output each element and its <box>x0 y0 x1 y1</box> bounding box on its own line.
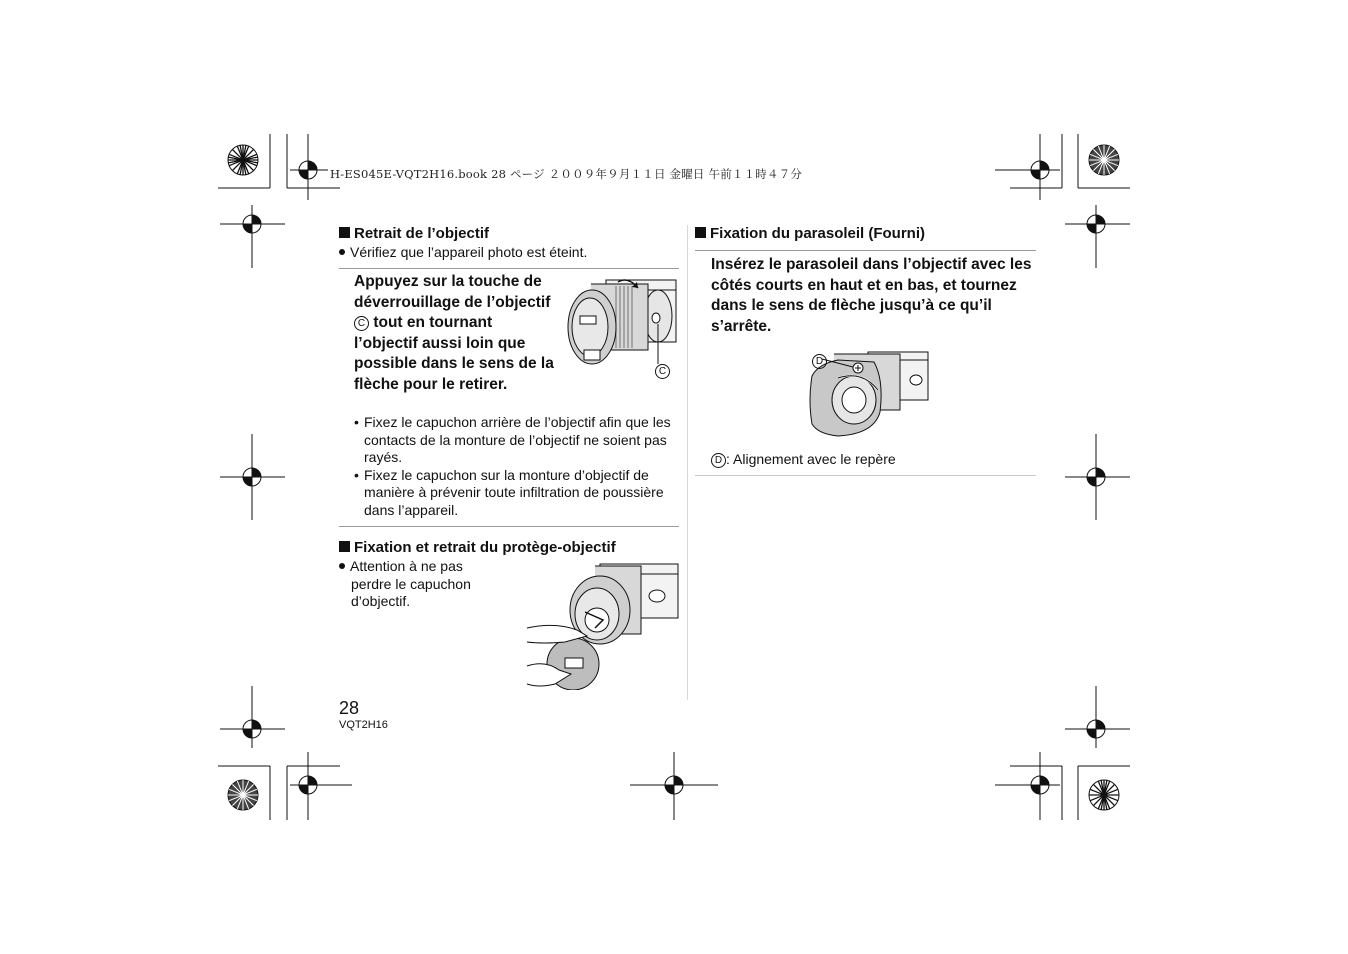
figure-label-d: D <box>812 352 827 370</box>
check-note: Vérifiez que l’appareil photo est éteint. <box>339 244 587 262</box>
section-title-lens-removal: Retrait de l’objectif <box>339 225 489 242</box>
square-bullet-icon <box>339 227 350 238</box>
column-divider <box>687 225 688 700</box>
lens-removal-instruction: Appuyez sur la touche de déverrouillage de l’objectif C tout en tournant l’objectif aussi loin que possible dans le sens de la flèche pour le retirer. <box>354 273 554 393</box>
lens-cap-note: Attention à ne pas perdre le capuchon d’objectif. <box>339 558 501 611</box>
section-rule <box>695 250 1036 251</box>
section-title-lens-cap: Fixation et retrait du protège-objectif <box>339 539 616 556</box>
bullet-dot-icon <box>339 249 345 255</box>
lens-cap-illustration <box>525 562 680 690</box>
bullet-dot-icon <box>339 563 345 569</box>
document-code: VQT2H16 <box>339 719 388 731</box>
square-bullet-icon <box>695 227 706 238</box>
lens-hood-instruction: Insérez le parasoleil dans l’objectif avec les côtés courts en haut et en bas, et tournez dans le sens de flèche jusqu’à ce qu’il s’arrête. <box>711 256 1032 335</box>
marker-c-icon: C <box>354 316 369 331</box>
figure-caption: D : Alignement avec le repère <box>711 451 896 469</box>
note-item: • Fixez le capuchon sur la monture d’objectif de manière à prévenir toute infiltration de poussière dans l’appareil. <box>354 467 684 520</box>
square-bullet-icon <box>339 541 350 552</box>
section-rule <box>695 475 1036 476</box>
notes-list <box>354 414 684 519</box>
book-header: H-ES045E-VQT2H16.book 28 ページ ２００９年９月１１日 金曜日 午前１１時４７分 <box>330 167 803 181</box>
section-rule <box>339 268 679 269</box>
figure-label-c: C <box>655 362 670 380</box>
page-number: 28 <box>339 698 360 718</box>
marker-d-icon: D <box>711 453 726 468</box>
section-rule <box>339 526 679 527</box>
note-item: • Fixez le capuchon arrière de l’objectif afin que les contacts de la monture de l’objectif ne soient pas rayés. <box>354 414 684 467</box>
section-title-lens-hood: Fixation du parasoleil (Fourni) <box>695 225 925 242</box>
